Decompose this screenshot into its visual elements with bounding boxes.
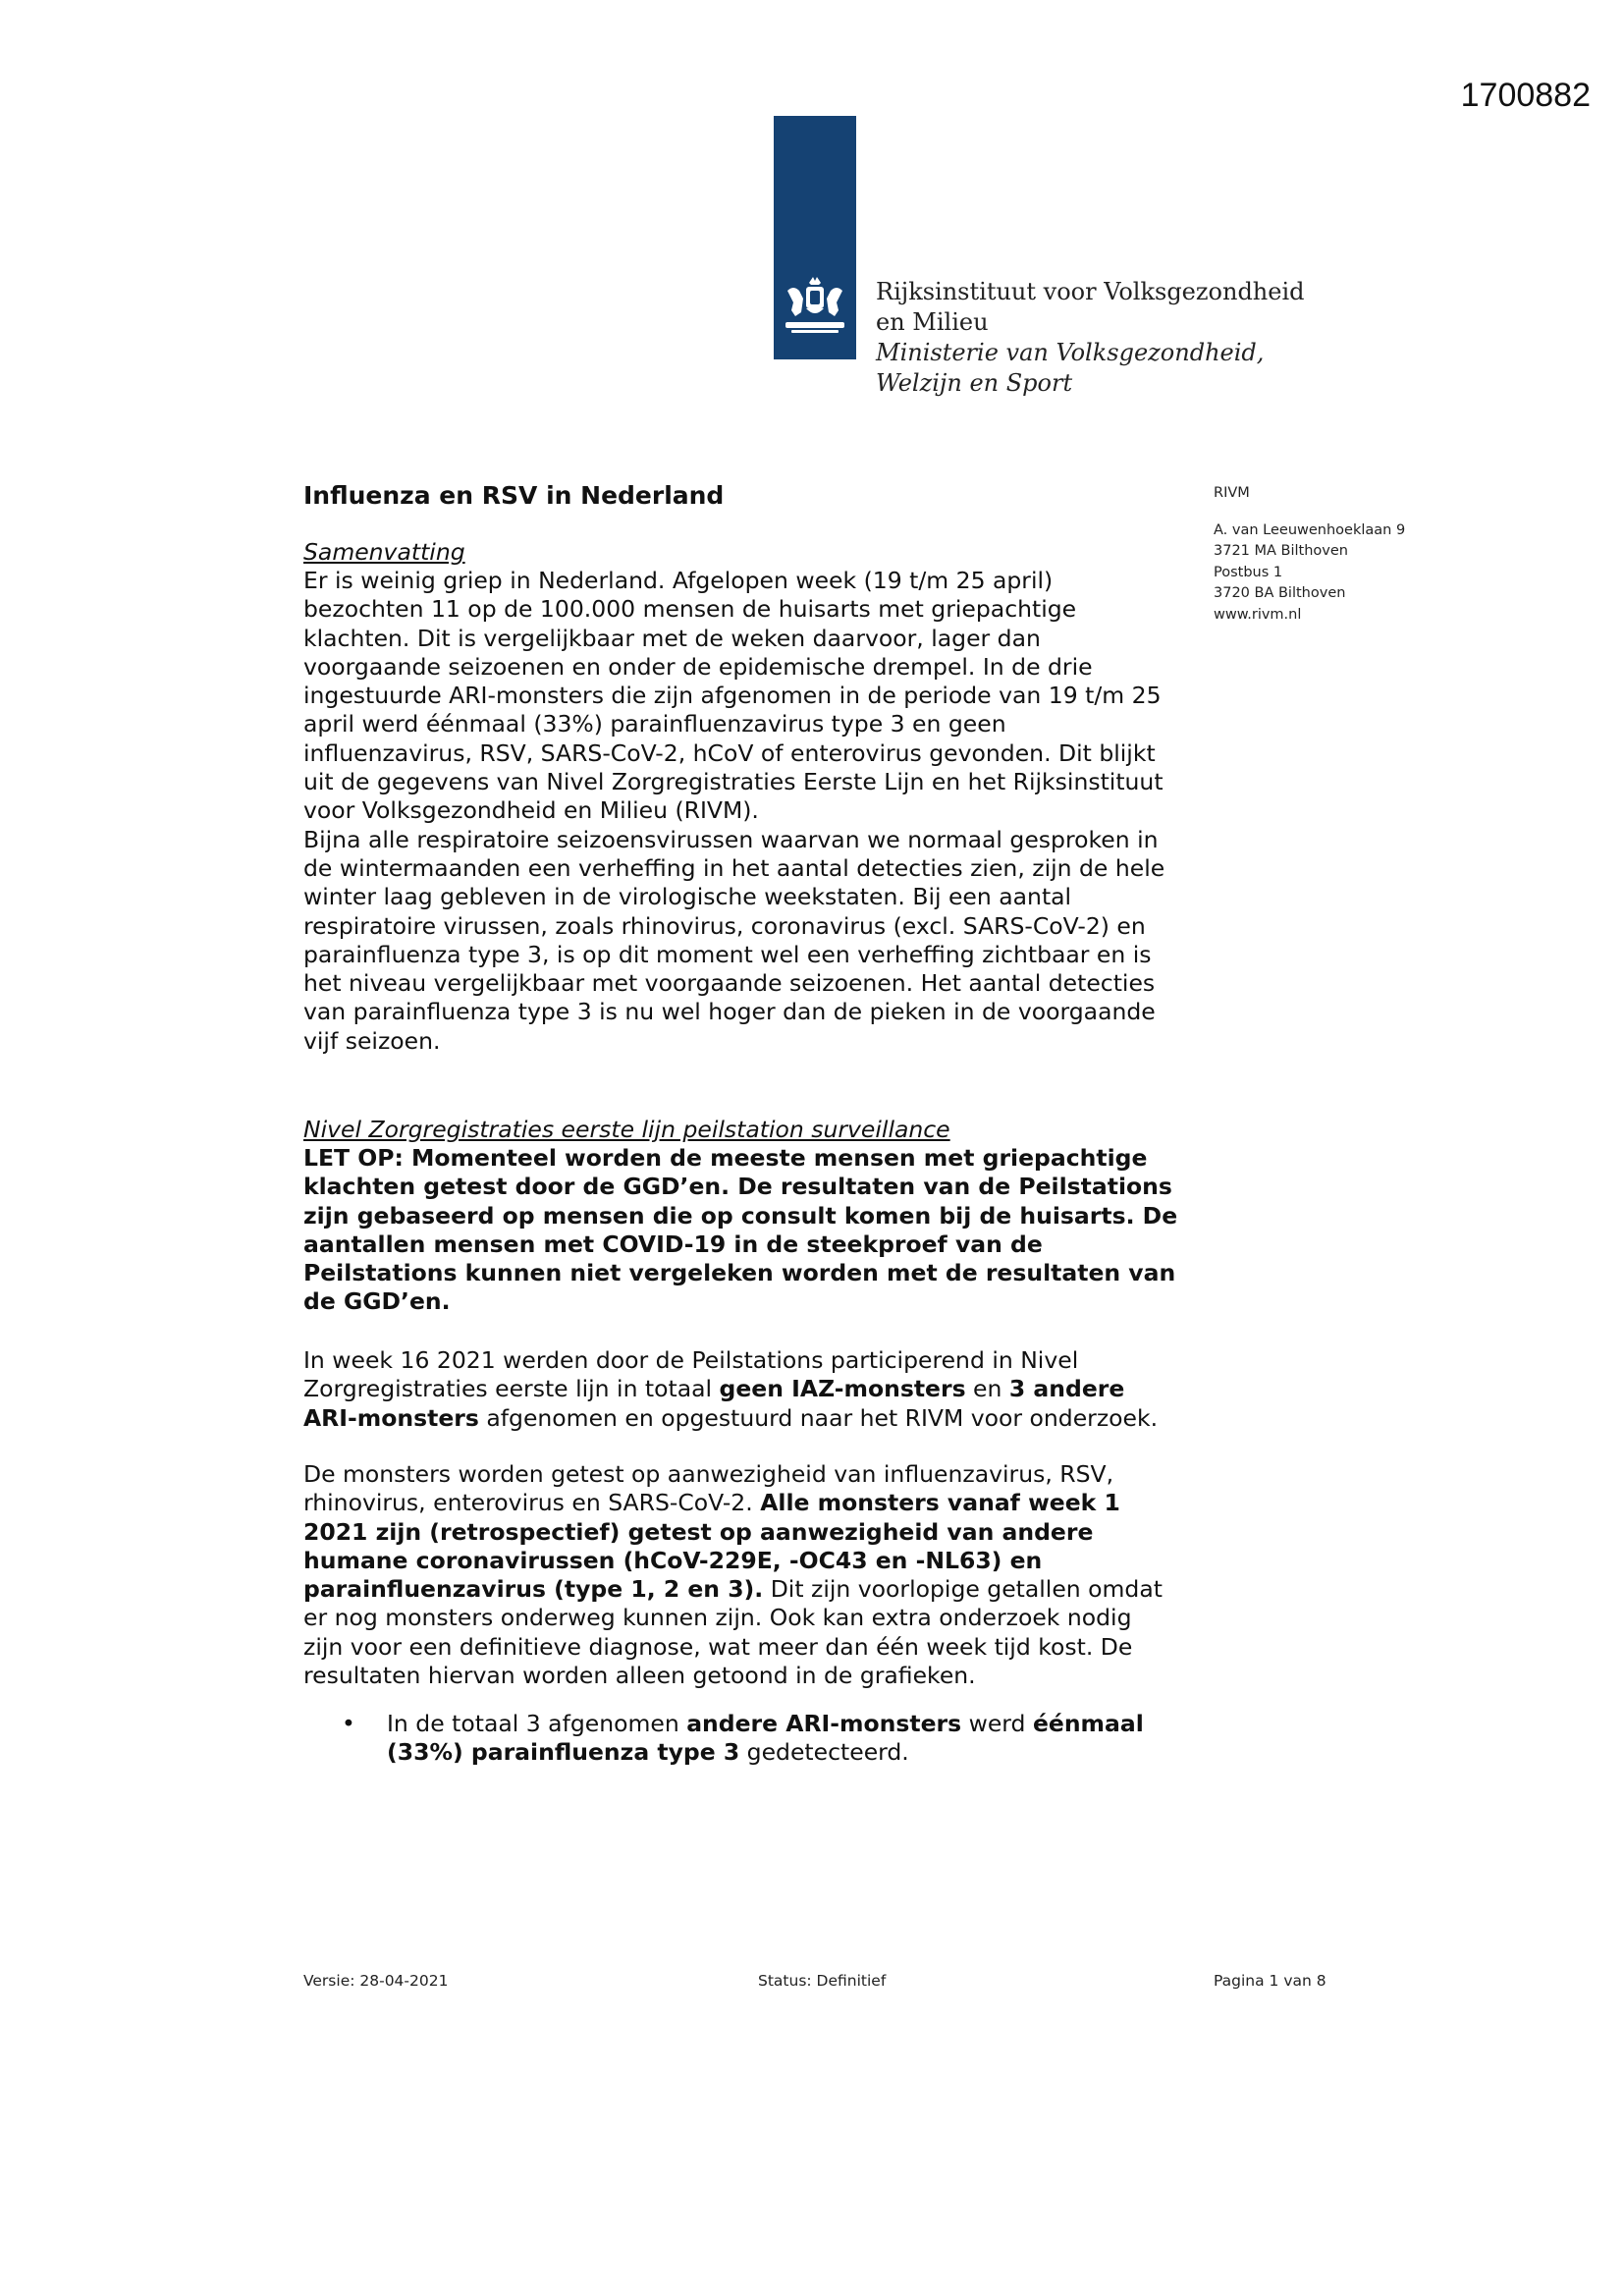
bold-run: 3 andere [1008, 1375, 1125, 1403]
sidebar-org: RIVM [1214, 485, 1250, 501]
text-run: Zorgregistraties eerste lijn in totaal [303, 1375, 720, 1403]
rijksoverheid-logo-bar [774, 116, 856, 359]
summary-line: bezochten 11 op de 100.000 mensen de huisarts met griepachtige [303, 595, 1077, 624]
summary-line: Er is weinig griep in Nederland. Afgelopen week (19 t/m 25 april) [303, 567, 1054, 594]
summary-line: april werd éénmaal (33%) parainfluenzavirus type 3 en geen [303, 710, 1006, 738]
bold-run: parainfluenzavirus (type 1, 2 en 3). [303, 1575, 764, 1604]
tests-line [303, 1489, 1217, 1517]
tests-paragraph [303, 1460, 1217, 1690]
address-line: A. van Leeuwenhoeklaan 9 [1214, 521, 1406, 538]
notice-line: aantallen mensen met COVID-19 in de steekproef van de [303, 1230, 1043, 1258]
summary-line: de wintermaanden een verheffing in het aantal detecties zien, zijn de hele [303, 853, 1165, 882]
bold-run: ARI-monsters [303, 1403, 479, 1432]
sidebar-address [1214, 483, 1459, 627]
bold-run: andere ARI-monsters [686, 1710, 962, 1737]
week-line [303, 1404, 1217, 1433]
bold-run: geen IAZ-monsters [719, 1375, 966, 1403]
week-line [303, 1375, 1217, 1403]
text-run: gedetecteerd. [739, 1738, 909, 1767]
nivel-section [303, 1116, 1217, 1317]
address-line: 3720 BA Bilthoven [1214, 585, 1346, 602]
document-title: Influenza en RSV in Nederland [303, 481, 725, 510]
footer-version: Versie: 28-04-2021 [303, 1972, 449, 1990]
summary-section [303, 538, 1217, 1056]
notice-line: LET OP: Momenteel worden de meeste mensen met griepachtige [303, 1144, 1148, 1172]
website-link[interactable]: www.rivm.nl [1214, 606, 1302, 623]
tests-line: De monsters worden getest op aanwezigheid van influenzavirus, RSV, [303, 1460, 1114, 1488]
text-run: Dit zijn voorlopige getallen omdat [763, 1575, 1163, 1604]
notice-paragraph [303, 1144, 1217, 1317]
summary-line: voor Volksgezondheid en Milieu (RIVM). [303, 796, 759, 825]
address-line: 3721 MA Bilthoven [1214, 543, 1348, 560]
week-line: In week 16 2021 werden door de Peilstations participerend in Nivel [303, 1346, 1079, 1374]
bullet-line [387, 1738, 1144, 1767]
tests-line: 2021 zijn (retrospectief) getest op aanwezigheid van andere [303, 1517, 1094, 1546]
summary-line: uit de gegevens van Nivel Zorgregistraties Eerste Lijn en het Rijksinstituut [303, 768, 1164, 796]
org-name-line2: en Milieu [876, 308, 989, 336]
notice-line: Peilstations kunnen niet vergeleken worden met de resultaten van [303, 1259, 1176, 1287]
summary-line: Bijna alle respiratoire seizoensvirussen waarvan we normaal gesproken in [303, 825, 1159, 853]
ministry-name-line2: Welzijn en Sport [876, 369, 1073, 397]
summary-line: het niveau vergelijkbaar met voorgaande seizoenen. Het aantal detecties [303, 969, 1156, 998]
summary-line: winter laag gebleven in de virologische weekstaten. Bij een aantal [303, 883, 1072, 911]
week-paragraph [303, 1346, 1217, 1433]
bold-run: éénmaal [1032, 1710, 1144, 1737]
tests-line: resultaten hiervan worden alleen getoond in de grafieken. [303, 1662, 976, 1690]
summary-line: ingestuurde ARI-monsters die zijn afgenomen in de periode van 19 t/m 25 [303, 682, 1162, 710]
notice-line: de GGD’en. [303, 1287, 451, 1316]
tests-line [303, 1575, 1217, 1604]
organization-logo-text [876, 277, 1305, 399]
nivel-heading: Nivel Zorgregistraties eerste lijn peilstation surveillance [303, 1116, 950, 1143]
summary-line: voorgaande seizoenen en onder de epidemische drempel. In de drie [303, 652, 1093, 681]
org-name-line1: Rijksinstituut voor Volksgezondheid [876, 278, 1305, 305]
text-run: werd [961, 1710, 1033, 1737]
summary-line: influenzavirus, RSV, SARS-CoV-2, hCoV of enterovirus gevonden. Dit blijkt [303, 738, 1156, 767]
tests-line: zijn voor een definitieve diagnose, wat meer dan één week tijd kost. De [303, 1632, 1133, 1661]
summary-line: vijf seizoen. [303, 1026, 441, 1055]
text-run: In de totaal 3 afgenomen [387, 1710, 687, 1737]
text-run: en [965, 1375, 1009, 1403]
bullet-dot: • [342, 1710, 355, 1737]
document-number: 1700882 [1460, 77, 1591, 114]
text-run: afgenomen en opgestuurd naar het RIVM voor onderzoek. [478, 1403, 1159, 1432]
bullet-line [387, 1710, 1144, 1738]
notice-line: zijn gebaseerd op mensen die op consult komen bij de huisarts. De [303, 1201, 1178, 1230]
notice-line: klachten getest door de GGD’en. De resultaten van de Peilstations [303, 1173, 1172, 1201]
summary-line: klachten. Dit is vergelijkbaar met de weken daarvoor, lager dan [303, 624, 1041, 652]
tests-line: er nog monsters onderweg kunnen zijn. Ook kan extra onderzoek nodig [303, 1604, 1132, 1632]
summary-paragraph [303, 567, 1217, 1056]
summary-line: parainfluenza type 3, is op dit moment wel een verheffing zichtbaar en is [303, 940, 1152, 968]
summary-line: respiratoire virussen, zoals rhinovirus, coronavirus (excl. SARS-CoV-2) en [303, 911, 1146, 940]
tests-line: humane coronavirussen (hCoV-229E, -OC43 en -NL63) en [303, 1546, 1043, 1574]
text-run: rhinovirus, enterovirus en SARS-CoV-2. [303, 1489, 761, 1517]
coat-of-arms-icon [774, 273, 856, 342]
footer-status: Status: Definitief [758, 1972, 887, 1990]
summary-line: van parainfluenza type 3 is nu wel hoger dan de pieken in de voorgaande [303, 998, 1156, 1026]
bullet-text [387, 1710, 1144, 1768]
bold-run: Alle monsters vanaf week 1 [760, 1489, 1120, 1517]
footer-page-number: Pagina 1 van 8 [1214, 1972, 1326, 1990]
bold-run: (33%) parainfluenza type 3 [387, 1738, 740, 1767]
summary-heading: Samenvatting [303, 538, 465, 566]
ministry-name-line1: Ministerie van Volksgezondheid, [876, 339, 1265, 366]
address-line: Postbus 1 [1214, 564, 1283, 580]
